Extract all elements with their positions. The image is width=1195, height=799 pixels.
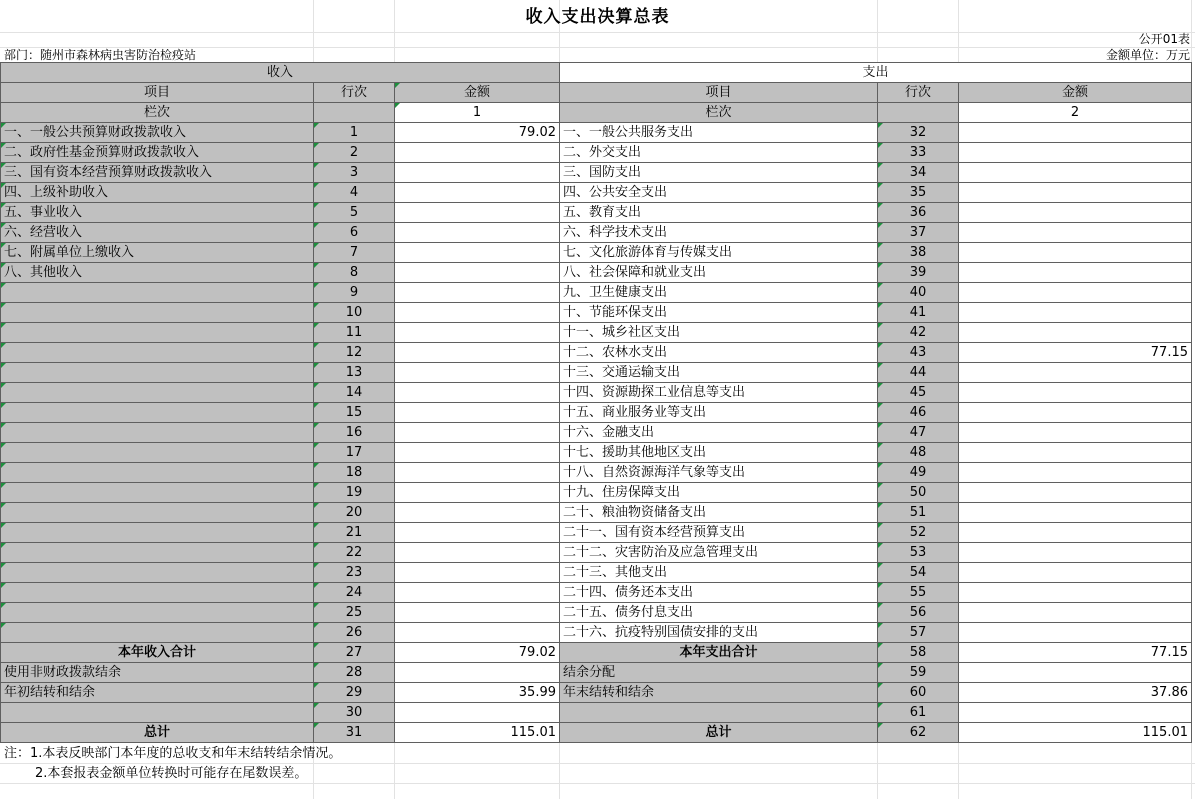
income-section-header: 收入 <box>1 63 560 83</box>
department-label: 部门：随州市森林病虫害防治检疫站 <box>4 48 197 62</box>
expense-item-cell: 十二、农林水支出 <box>560 343 878 363</box>
expense-item-cell: 十九、住房保障支出 <box>560 483 878 503</box>
expense-column-label: 栏次 <box>560 103 878 123</box>
expense-row-no-cell: 53 <box>878 543 959 563</box>
expense-row-no-cell: 44 <box>878 363 959 383</box>
expense-row-no-cell: 32 <box>878 123 959 143</box>
income-amount-cell <box>395 323 560 343</box>
expense-row-no-cell: 37 <box>878 223 959 243</box>
income-row-no-cell: 5 <box>314 203 395 223</box>
table-row <box>1 443 1192 463</box>
income-summary-item-cell: 年初结转和结余 <box>1 683 314 703</box>
income-amount-cell <box>395 183 560 203</box>
income-amount-cell <box>395 483 560 503</box>
expense-summary-item-cell: 本年支出合计 <box>560 643 878 663</box>
income-amount-cell <box>395 583 560 603</box>
income-item-cell: 三、国有资本经营预算财政拨款收入 <box>1 163 314 183</box>
expense-summary-item-cell: 年末结转和结余 <box>560 683 878 703</box>
expense-summary-amount-cell <box>959 663 1192 683</box>
table-row <box>1 603 1192 623</box>
footnote-2: 2.本套报表金额单位转换时可能存在尾数误差。 <box>35 766 308 781</box>
table-row <box>1 383 1192 403</box>
income-row-no-cell: 4 <box>314 183 395 203</box>
income-summary-amount-cell <box>395 663 560 683</box>
income-expense-table <box>0 62 1192 743</box>
unit-label: 金额单位：万元 <box>1105 48 1190 62</box>
expense-item-cell: 五、教育支出 <box>560 203 878 223</box>
income-row-no-cell: 26 <box>314 623 395 643</box>
expense-item-cell: 四、公共安全支出 <box>560 183 878 203</box>
expense-row-no-cell: 42 <box>878 323 959 343</box>
income-amount-cell <box>395 243 560 263</box>
income-item-cell <box>1 363 314 383</box>
expense-summary-amount-cell <box>959 703 1192 723</box>
expense-amount-cell <box>959 583 1192 603</box>
expense-row-no-cell: 54 <box>878 563 959 583</box>
income-amount-cell <box>395 283 560 303</box>
expense-amount-cell <box>959 483 1192 503</box>
expense-column-label-blank <box>878 103 959 123</box>
income-row-no-cell: 8 <box>314 263 395 283</box>
table-row <box>1 343 1192 363</box>
income-amount-cell <box>395 423 560 443</box>
income-item-cell <box>1 283 314 303</box>
income-amount-cell <box>395 523 560 543</box>
expense-row-no-cell: 40 <box>878 283 959 303</box>
expense-amount-cell <box>959 463 1192 483</box>
income-row-no-cell: 6 <box>314 223 395 243</box>
expense-item-header: 项目 <box>560 83 878 103</box>
income-item-cell: 五、事业收入 <box>1 203 314 223</box>
expense-amount-cell <box>959 203 1192 223</box>
income-summary-amount-cell: 79.02 <box>395 643 560 663</box>
expense-item-cell: 六、科学技术支出 <box>560 223 878 243</box>
income-column-label-blank <box>314 103 395 123</box>
income-amount-cell <box>395 363 560 383</box>
footnotes <box>4 744 341 784</box>
income-row-no-cell: 17 <box>314 443 395 463</box>
income-amount-cell: 79.02 <box>395 123 560 143</box>
form-code: 公开01表 <box>1138 32 1190 46</box>
income-summary-row-no-cell: 27 <box>314 643 395 663</box>
expense-row-no-cell: 46 <box>878 403 959 423</box>
income-item-cell <box>1 343 314 363</box>
expense-section-header: 支出 <box>560 63 1192 83</box>
expense-amount-cell <box>959 123 1192 143</box>
income-item-cell <box>1 543 314 563</box>
income-amount-cell <box>395 303 560 323</box>
expense-amount-cell <box>959 403 1192 423</box>
table-row <box>1 543 1192 563</box>
table-row <box>1 283 1192 303</box>
expense-item-cell: 七、文化旅游体育与传媒支出 <box>560 243 878 263</box>
income-row-no-cell: 19 <box>314 483 395 503</box>
expense-row-no-cell: 57 <box>878 623 959 643</box>
summary-row <box>1 683 1192 703</box>
income-row-no-cell: 14 <box>314 383 395 403</box>
expense-summary-item-cell: 总计 <box>560 723 878 743</box>
table-row <box>1 623 1192 643</box>
income-item-cell <box>1 603 314 623</box>
income-item-cell <box>1 503 314 523</box>
expense-amount-cell <box>959 563 1192 583</box>
income-amount-header: 金额 <box>395 83 560 103</box>
gridline <box>0 32 1195 33</box>
table-row <box>1 183 1192 203</box>
expense-summary-amount-cell: 115.01 <box>959 723 1192 743</box>
report-title: 收入支出决算总表 <box>525 7 670 27</box>
table-row <box>1 463 1192 483</box>
income-amount-cell <box>395 163 560 183</box>
income-item-cell <box>1 443 314 463</box>
expense-amount-cell <box>959 283 1192 303</box>
expense-summary-item-cell <box>560 703 878 723</box>
income-row-no-cell: 11 <box>314 323 395 343</box>
table-row <box>1 263 1192 283</box>
table-row <box>1 403 1192 423</box>
expense-item-cell: 十六、金融支出 <box>560 423 878 443</box>
expense-item-cell: 十、节能环保支出 <box>560 303 878 323</box>
expense-row-no-cell: 43 <box>878 343 959 363</box>
expense-row-no-cell: 33 <box>878 143 959 163</box>
expense-row-no-cell: 39 <box>878 263 959 283</box>
table-row <box>1 423 1192 443</box>
income-row-no-cell: 22 <box>314 543 395 563</box>
summary-row <box>1 723 1192 743</box>
table-row <box>1 563 1192 583</box>
table-row <box>1 243 1192 263</box>
table-row <box>1 323 1192 343</box>
expense-amount-cell <box>959 443 1192 463</box>
expense-amount-cell <box>959 503 1192 523</box>
income-amount-cell <box>395 203 560 223</box>
expense-row-no-header: 行次 <box>878 83 959 103</box>
expense-row-no-cell: 38 <box>878 243 959 263</box>
expense-summary-row-no-cell: 59 <box>878 663 959 683</box>
income-row-no-cell: 2 <box>314 143 395 163</box>
expense-item-cell: 十一、城乡社区支出 <box>560 323 878 343</box>
table-row <box>1 123 1192 143</box>
expense-amount-cell <box>959 243 1192 263</box>
expense-item-cell: 二十五、债务付息支出 <box>560 603 878 623</box>
expense-amount-cell <box>959 623 1192 643</box>
table-row <box>1 503 1192 523</box>
income-row-no-cell: 25 <box>314 603 395 623</box>
table-row <box>1 523 1192 543</box>
income-row-no-cell: 3 <box>314 163 395 183</box>
income-item-cell <box>1 403 314 423</box>
expense-row-no-cell: 35 <box>878 183 959 203</box>
expense-row-no-cell: 52 <box>878 523 959 543</box>
income-row-no-cell: 20 <box>314 503 395 523</box>
income-summary-row-no-cell: 30 <box>314 703 395 723</box>
summary-row <box>1 703 1192 723</box>
income-amount-cell <box>395 503 560 523</box>
expense-summary-row-no-cell: 62 <box>878 723 959 743</box>
summary-row <box>1 643 1192 663</box>
income-item-cell <box>1 303 314 323</box>
income-item-cell <box>1 523 314 543</box>
table-row <box>1 363 1192 383</box>
income-item-cell <box>1 323 314 343</box>
income-item-cell <box>1 463 314 483</box>
expense-row-no-cell: 50 <box>878 483 959 503</box>
expense-item-cell: 二十四、债务还本支出 <box>560 583 878 603</box>
footnote-1: 注：1.本表反映部门本年度的总收支和年末结转结余情况。 <box>4 746 342 761</box>
table-row <box>1 303 1192 323</box>
expense-summary-row-no-cell: 60 <box>878 683 959 703</box>
expense-item-cell: 二、外交支出 <box>560 143 878 163</box>
income-item-cell <box>1 563 314 583</box>
income-amount-cell <box>395 143 560 163</box>
income-summary-item-cell <box>1 703 314 723</box>
expense-summary-row-no-cell: 58 <box>878 643 959 663</box>
income-item-cell: 四、上级补助收入 <box>1 183 314 203</box>
expense-item-cell: 八、社会保障和就业支出 <box>560 263 878 283</box>
income-summary-row-no-cell: 31 <box>314 723 395 743</box>
expense-item-cell: 十五、商业服务业等支出 <box>560 403 878 423</box>
expense-amount-cell <box>959 323 1192 343</box>
expense-amount-header: 金额 <box>959 83 1192 103</box>
income-row-no-cell: 13 <box>314 363 395 383</box>
income-amount-cell <box>395 603 560 623</box>
expense-amount-cell: 77.15 <box>959 343 1192 363</box>
expense-amount-cell <box>959 223 1192 243</box>
expense-amount-cell <box>959 363 1192 383</box>
expense-item-cell: 二十三、其他支出 <box>560 563 878 583</box>
income-row-no-cell: 18 <box>314 463 395 483</box>
table-row <box>1 203 1192 223</box>
expense-amount-cell <box>959 143 1192 163</box>
income-item-cell <box>1 583 314 603</box>
expense-item-cell: 十八、自然资源海洋气象等支出 <box>560 463 878 483</box>
income-summary-row-no-cell: 29 <box>314 683 395 703</box>
expense-column-number: 2 <box>959 103 1192 123</box>
expense-item-cell: 二十六、抗疫特别国债安排的支出 <box>560 623 878 643</box>
income-row-no-cell: 10 <box>314 303 395 323</box>
expense-row-no-cell: 49 <box>878 463 959 483</box>
income-item-cell: 二、政府性基金预算财政拨款收入 <box>1 143 314 163</box>
income-row-no-cell: 12 <box>314 343 395 363</box>
income-row-no-header: 行次 <box>314 83 395 103</box>
income-item-cell <box>1 383 314 403</box>
income-item-header: 项目 <box>1 83 314 103</box>
expense-row-no-cell: 56 <box>878 603 959 623</box>
income-summary-amount-cell: 35.99 <box>395 683 560 703</box>
income-row-no-cell: 7 <box>314 243 395 263</box>
income-item-cell: 七、附属单位上缴收入 <box>1 243 314 263</box>
expense-row-no-cell: 36 <box>878 203 959 223</box>
income-row-no-cell: 21 <box>314 523 395 543</box>
expense-amount-cell <box>959 603 1192 623</box>
expense-amount-cell <box>959 523 1192 543</box>
income-summary-row-no-cell: 28 <box>314 663 395 683</box>
expense-amount-cell <box>959 423 1192 443</box>
income-summary-amount-cell <box>395 703 560 723</box>
expense-amount-cell <box>959 183 1192 203</box>
expense-row-no-cell: 51 <box>878 503 959 523</box>
income-amount-cell <box>395 383 560 403</box>
income-item-cell: 八、其他收入 <box>1 263 314 283</box>
income-row-no-cell: 16 <box>314 423 395 443</box>
expense-item-cell: 九、卫生健康支出 <box>560 283 878 303</box>
table-row <box>1 163 1192 183</box>
expense-summary-amount-cell: 37.86 <box>959 683 1192 703</box>
income-row-no-cell: 23 <box>314 563 395 583</box>
income-summary-amount-cell: 115.01 <box>395 723 560 743</box>
income-amount-cell <box>395 543 560 563</box>
income-row-no-cell: 15 <box>314 403 395 423</box>
income-item-cell <box>1 423 314 443</box>
income-row-no-cell: 9 <box>314 283 395 303</box>
expense-item-cell: 一、一般公共服务支出 <box>560 123 878 143</box>
expense-amount-cell <box>959 383 1192 403</box>
income-amount-cell <box>395 463 560 483</box>
income-amount-cell <box>395 403 560 423</box>
income-amount-cell <box>395 223 560 243</box>
expense-item-cell: 十三、交通运输支出 <box>560 363 878 383</box>
income-summary-item-cell: 本年收入合计 <box>1 643 314 663</box>
income-summary-item-cell: 使用非财政拨款结余 <box>1 663 314 683</box>
expense-item-cell: 二十二、灾害防治及应急管理支出 <box>560 543 878 563</box>
income-amount-cell <box>395 623 560 643</box>
expense-row-no-cell: 34 <box>878 163 959 183</box>
expense-item-cell: 二十、粮油物资储备支出 <box>560 503 878 523</box>
income-amount-cell <box>395 563 560 583</box>
income-item-cell <box>1 623 314 643</box>
expense-amount-cell <box>959 263 1192 283</box>
income-summary-item-cell: 总计 <box>1 723 314 743</box>
income-amount-cell <box>395 343 560 363</box>
income-amount-cell <box>395 443 560 463</box>
income-item-cell: 一、一般公共预算财政拨款收入 <box>1 123 314 143</box>
table-row <box>1 483 1192 503</box>
expense-row-no-cell: 48 <box>878 443 959 463</box>
table-row <box>1 143 1192 163</box>
expense-amount-cell <box>959 163 1192 183</box>
income-row-no-cell: 24 <box>314 583 395 603</box>
income-column-label: 栏次 <box>1 103 314 123</box>
table-row <box>1 583 1192 603</box>
table-row <box>1 223 1192 243</box>
summary-row <box>1 663 1192 683</box>
income-amount-cell <box>395 263 560 283</box>
expense-amount-cell <box>959 303 1192 323</box>
expense-amount-cell <box>959 543 1192 563</box>
expense-row-no-cell: 41 <box>878 303 959 323</box>
income-item-cell <box>1 483 314 503</box>
expense-summary-item-cell: 结余分配 <box>560 663 878 683</box>
expense-row-no-cell: 55 <box>878 583 959 603</box>
expense-item-cell: 十四、资源勘探工业信息等支出 <box>560 383 878 403</box>
expense-summary-amount-cell: 77.15 <box>959 643 1192 663</box>
expense-row-no-cell: 47 <box>878 423 959 443</box>
expense-item-cell: 十七、援助其他地区支出 <box>560 443 878 463</box>
expense-row-no-cell: 45 <box>878 383 959 403</box>
income-row-no-cell: 1 <box>314 123 395 143</box>
expense-summary-row-no-cell: 61 <box>878 703 959 723</box>
expense-item-cell: 二十一、国有资本经营预算支出 <box>560 523 878 543</box>
income-item-cell: 六、经营收入 <box>1 223 314 243</box>
expense-item-cell: 三、国防支出 <box>560 163 878 183</box>
income-column-number: 1 <box>395 103 560 123</box>
